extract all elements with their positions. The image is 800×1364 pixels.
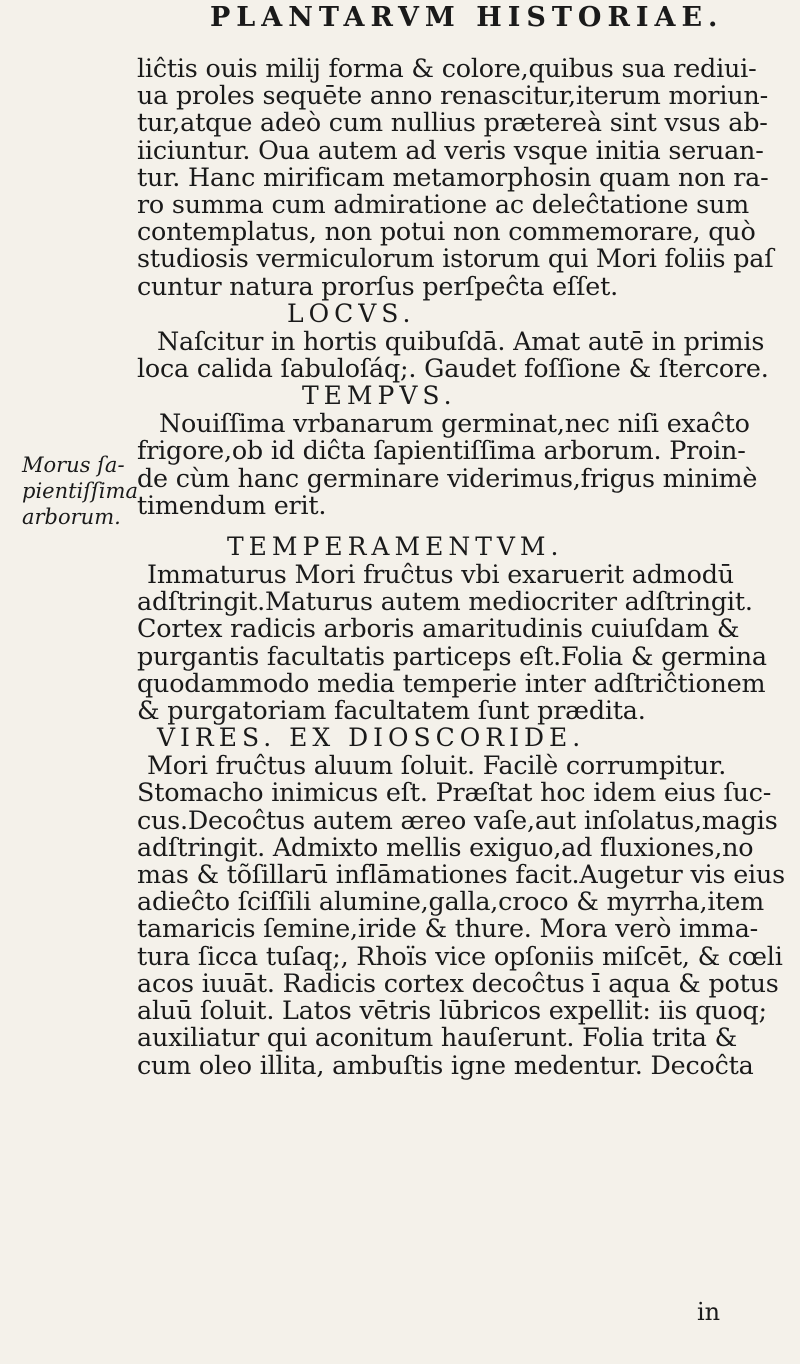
section-heading-tempus: TEMPVS.: [302, 381, 457, 411]
paragraph-vires: [137, 750, 785, 1080]
margin-note-line: arborum.: [22, 505, 121, 529]
text-line: Cortex radicis arboris amaritudinis cuiuſdam &: [137, 613, 740, 644]
text-line: tamaricis ſemine,iride & thure. Mora verò imma-: [137, 913, 759, 944]
margin-note-line: Morus ſa-: [22, 453, 125, 477]
text-line: tura ſicca tuſaq;, Rhoïs vice opſoniis miſcēt, & cœli: [137, 940, 783, 971]
catchword: in: [697, 1298, 721, 1326]
margin-note-line: pientiſſima: [22, 479, 138, 503]
text-line: de cùm hanc germinare viderimus,frigus minimè: [137, 462, 758, 493]
text-line: adſtringit. Admixto mellis exiguo,ad fluxiones,no: [137, 831, 754, 862]
text-line: mas & tõſillarū inflāmationes facit.Augetur vis eius: [137, 859, 785, 890]
text-line: Naſcitur in hortis quibuſdā. Amat autē in primis: [157, 325, 765, 356]
paragraph-locus: [137, 325, 777, 384]
text-line: acos iuuāt. Radicis cortex decoĉtus ī aqua & potus: [137, 967, 779, 998]
text-line: iiciuntur. Oua autem ad veris vsque initia seruan-: [137, 134, 764, 165]
main-text: [137, 53, 785, 1080]
text-line: cus.Decoĉtus autem æreo vaſe,aut inſolatus,magis: [137, 804, 778, 835]
text-line: Nouiſſima vrbanarum germinat,nec niſi exaĉto: [159, 408, 750, 439]
text-line: studiosis vermiculorum istorum qui Mori foliis paſ: [137, 243, 774, 274]
text-line: loca calida ſabuloſáq;. Gaudet foſſione & ſtercore.: [137, 353, 769, 384]
text-line: purgantis facultatis particeps eſt.Folia & germina: [137, 640, 767, 671]
paragraph-ova: [137, 55, 777, 300]
text-line: & purgatoriam facultatem ſunt prædita.: [137, 695, 646, 726]
text-line: timendum erit.: [137, 489, 327, 520]
section-heading-locus: LOCVS.: [287, 298, 416, 328]
section-heading-vires: VIRES. EX DIOSCORIDE.: [157, 723, 586, 753]
text-line: cuntur natura prorſus perſpeĉta eſſet.: [137, 270, 618, 301]
text-line: quodammodo media temperie inter adſtriĉtionem: [137, 667, 766, 698]
text-line: contemplatus, non potui non commemorare, quò: [137, 216, 756, 247]
text-line: Immaturus Mori fruĉtus vbi exaruerit admodū: [147, 559, 734, 590]
text-line: tur,atque adeò cum nullius prætereà sint vsus ab-: [137, 107, 768, 138]
running-title: PLANTARVM HISTORIAE.: [210, 2, 724, 33]
paragraph-tempus: [137, 410, 777, 519]
text-line: adieĉto ſciſſili alumine,galla,croco & myrrha,item: [137, 886, 764, 917]
text-line: frigore,ob id diĉta ſapientiſſima arborum. Proin-: [137, 435, 746, 466]
text-line: tur. Hanc mirificam metamorphosin quam non ra-: [137, 161, 769, 192]
text-line: ua proles sequēte anno renascitur,iterum moriun-: [137, 80, 768, 111]
text-line: liĉtis ouis milij forma & colore,quibus sua rediui-: [137, 53, 757, 83]
margin-note: [22, 452, 138, 530]
text-line: aluū ſoluit. Latos vētris lūbricos expellit: iis quoq;: [137, 995, 767, 1026]
section-heading-temperamentum: TEMPERAMENTVM.: [227, 532, 564, 562]
text-line: cum oleo illita, ambuſtis igne medentur. Decoĉta: [137, 1049, 754, 1080]
text-line: Mori fruĉtus aluum ſoluit. Facilè corrumpitur.: [147, 750, 727, 781]
text-line: Stomacho inimicus eſt. Præſtat hoc idem eius ſuc-: [137, 777, 772, 808]
text-line: ro summa cum admiratione ac deleĉtatione sum: [137, 189, 750, 220]
paragraph-temperamentum: [137, 561, 777, 724]
text-line: adſtringit.Maturus autem mediocriter adſtringit.: [137, 586, 753, 617]
text-line: auxiliatur qui aconitum hauſerunt. Folia trita &: [137, 1022, 737, 1053]
